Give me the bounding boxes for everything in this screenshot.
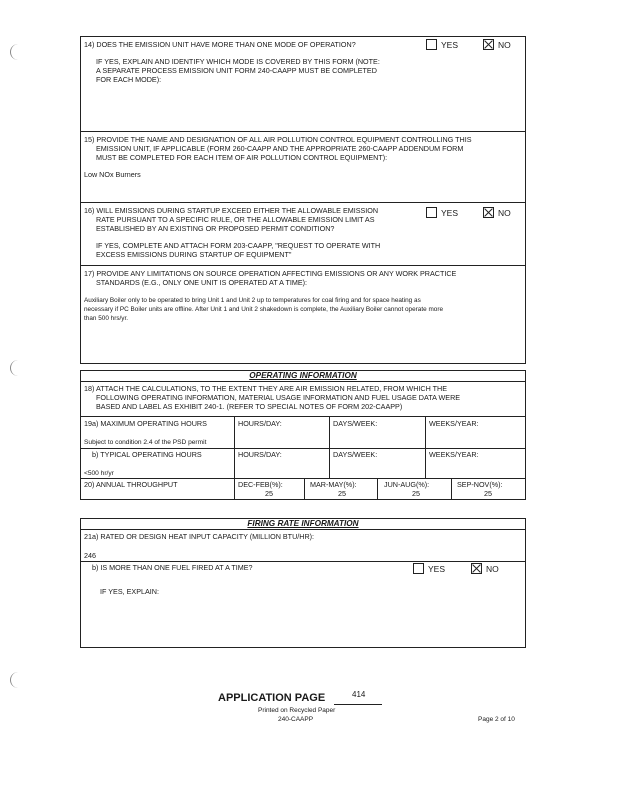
q21b-explain-label: IF YES, EXPLAIN: bbox=[100, 587, 159, 596]
jun-aug-label: JUN-AUG(%): bbox=[384, 480, 430, 489]
punch-hole-mark bbox=[10, 44, 21, 60]
mar-may-value: 25 bbox=[338, 489, 346, 498]
q20-label: 20) ANNUAL THROUGHPUT bbox=[84, 480, 178, 489]
q21b-no-checkbox[interactable] bbox=[471, 563, 482, 574]
recycled-paper-note: Printed on Recycled Paper bbox=[258, 707, 336, 714]
q14-no-label: NO bbox=[498, 40, 511, 50]
q17-answer-line: than 500 hrs/yr. bbox=[84, 315, 129, 322]
q21b-yes-checkbox[interactable] bbox=[413, 563, 424, 574]
dec-feb-label: DEC-FEB(%): bbox=[238, 480, 283, 489]
q19b-value: <500 hr/yr bbox=[84, 470, 114, 477]
questions-block bbox=[80, 36, 526, 364]
application-page-number: 414 bbox=[352, 690, 366, 699]
q17-question-line: STANDARDS (E.G., ONLY ONE UNIT IS OPERATED AT A TIME): bbox=[96, 278, 308, 287]
q19a-days-week: DAYS/WEEK: bbox=[333, 419, 378, 428]
q16-yes-label: YES bbox=[441, 208, 459, 218]
q14-instruction-line: A SEPARATE PROCESS EMISSION UNIT FORM 240-CAAPP MUST BE COMPLETED bbox=[96, 66, 377, 75]
q16-no-label: NO bbox=[498, 208, 511, 218]
q21b-label: b) IS MORE THAN ONE FUEL FIRED AT A TIME? bbox=[92, 563, 253, 572]
q19a-value: Subject to condition 2.4 of the PSD permit bbox=[84, 439, 207, 446]
form-number: 240-CAAPP bbox=[278, 716, 314, 723]
q16-no-checkbox[interactable] bbox=[483, 207, 494, 218]
q16-question-line: RATE PURSUANT TO A SPECIFIC RULE, OR THE ALLOWABLE EMISSION LIMIT AS bbox=[96, 215, 375, 224]
application-page-label: APPLICATION PAGE bbox=[218, 692, 326, 704]
sep-nov-value: 25 bbox=[484, 489, 492, 498]
q18-line: FOLLOWING OPERATING INFORMATION, MATERIAL USAGE INFORMATION AND FUEL USAGE DATA WERE bbox=[96, 393, 461, 402]
q15-question-line: EMISSION UNIT, IF APPLICABLE (FORM 260-CAAPP AND THE APPROPRIATE 260-CAAPP ADDENDUM FORM bbox=[96, 144, 464, 153]
q14-no-checkbox[interactable] bbox=[483, 39, 494, 50]
q16-yes-checkbox[interactable] bbox=[426, 207, 437, 218]
q21a-value: 246 bbox=[84, 551, 96, 560]
q19b-days-week: DAYS/WEEK: bbox=[333, 450, 378, 459]
q19b-label: b) TYPICAL OPERATING HOURS bbox=[92, 450, 202, 459]
q15-question-line: MUST BE COMPLETED FOR EACH ITEM OF AIR POLLUTION CONTROL EQUIPMENT): bbox=[96, 153, 388, 162]
q21b-yes-label: YES bbox=[428, 564, 446, 574]
q19b-hours-day: HOURS/DAY: bbox=[238, 450, 282, 459]
q17-question-line: 17) PROVIDE ANY LIMITATIONS ON SOURCE OPERATION AFFECTING EMISSIONS OR ANY WORK PRACTICE bbox=[84, 269, 457, 278]
q15-answer: Low NOx Burners bbox=[84, 170, 141, 179]
q16-instruction-line: IF YES, COMPLETE AND ATTACH FORM 203-CAAPP, "REQUEST TO OPERATE WITH bbox=[96, 241, 381, 250]
q19a-hours-day: HOURS/DAY: bbox=[238, 419, 282, 428]
operating-info-title: OPERATING INFORMATION bbox=[249, 371, 357, 380]
q17-answer-line: necessary if PC Boiler units are offline. After Unit 1 and Unit 2 shakedown is complete, the Auxiliary Boiler cannot operate more bbox=[84, 306, 444, 313]
q21b-no-label: NO bbox=[486, 564, 499, 574]
q19b-weeks-year: WEEKS/YEAR: bbox=[429, 450, 479, 459]
punch-hole-mark bbox=[10, 360, 21, 376]
q21a-label: 21a) RATED OR DESIGN HEAT INPUT CAPACITY (MILLION BTU/HR): bbox=[84, 532, 315, 541]
q14-question: 14) DOES THE EMISSION UNIT HAVE MORE THAN ONE MODE OF OPERATION? bbox=[84, 40, 356, 49]
q18-line: 18) ATTACH THE CALCULATIONS, TO THE EXTENT THEY ARE AIR EMISSION RELATED, FROM WHICH THE bbox=[84, 384, 448, 393]
q18-line: BASED AND LABEL AS EXHIBIT 240-1. (REFER TO SPECIAL NOTES OF FORM 202-CAAPP) bbox=[96, 402, 403, 411]
q19a-weeks-year: WEEKS/YEAR: bbox=[429, 419, 479, 428]
q15-question-line: 15) PROVIDE THE NAME AND DESIGNATION OF ALL AIR POLLUTION CONTROL EQUIPMENT CONTROLLING THIS bbox=[84, 135, 472, 144]
q19a-label: 19a) MAXIMUM OPERATING HOURS bbox=[84, 419, 207, 428]
page-of: Page 2 of 10 bbox=[478, 716, 515, 723]
jun-aug-value: 25 bbox=[412, 489, 420, 498]
q14-instruction-line: FOR EACH MODE): bbox=[96, 75, 162, 84]
q16-question-line: ESTABLISHED BY AN EXISTING OR PROPOSED PERMIT CONDITION? bbox=[96, 224, 335, 233]
q16-question-line: 16) WILL EMISSIONS DURING STARTUP EXCEED EITHER THE ALLOWABLE EMISSION bbox=[84, 206, 379, 215]
sep-nov-label: SEP-NOV(%): bbox=[457, 480, 503, 489]
dec-feb-value: 25 bbox=[265, 489, 273, 498]
q16-instruction-line: EXCESS EMISSIONS DURING STARTUP OF EQUIPMENT" bbox=[96, 250, 292, 259]
mar-may-label: MAR-MAY(%): bbox=[310, 480, 357, 489]
q14-yes-label: YES bbox=[441, 40, 459, 50]
firing-rate-title: FIRING RATE INFORMATION bbox=[247, 519, 359, 528]
punch-hole-mark bbox=[10, 672, 21, 688]
q14-instruction-line: IF YES, EXPLAIN AND IDENTIFY WHICH MODE IS COVERED BY THIS FORM (NOTE: bbox=[96, 57, 380, 66]
q14-yes-checkbox[interactable] bbox=[426, 39, 437, 50]
q17-answer-line: Auxiliary Boiler only to be operated to bring Unit 1 and Unit 2 up to temperatures for coal firing and for space heating as bbox=[84, 297, 421, 304]
